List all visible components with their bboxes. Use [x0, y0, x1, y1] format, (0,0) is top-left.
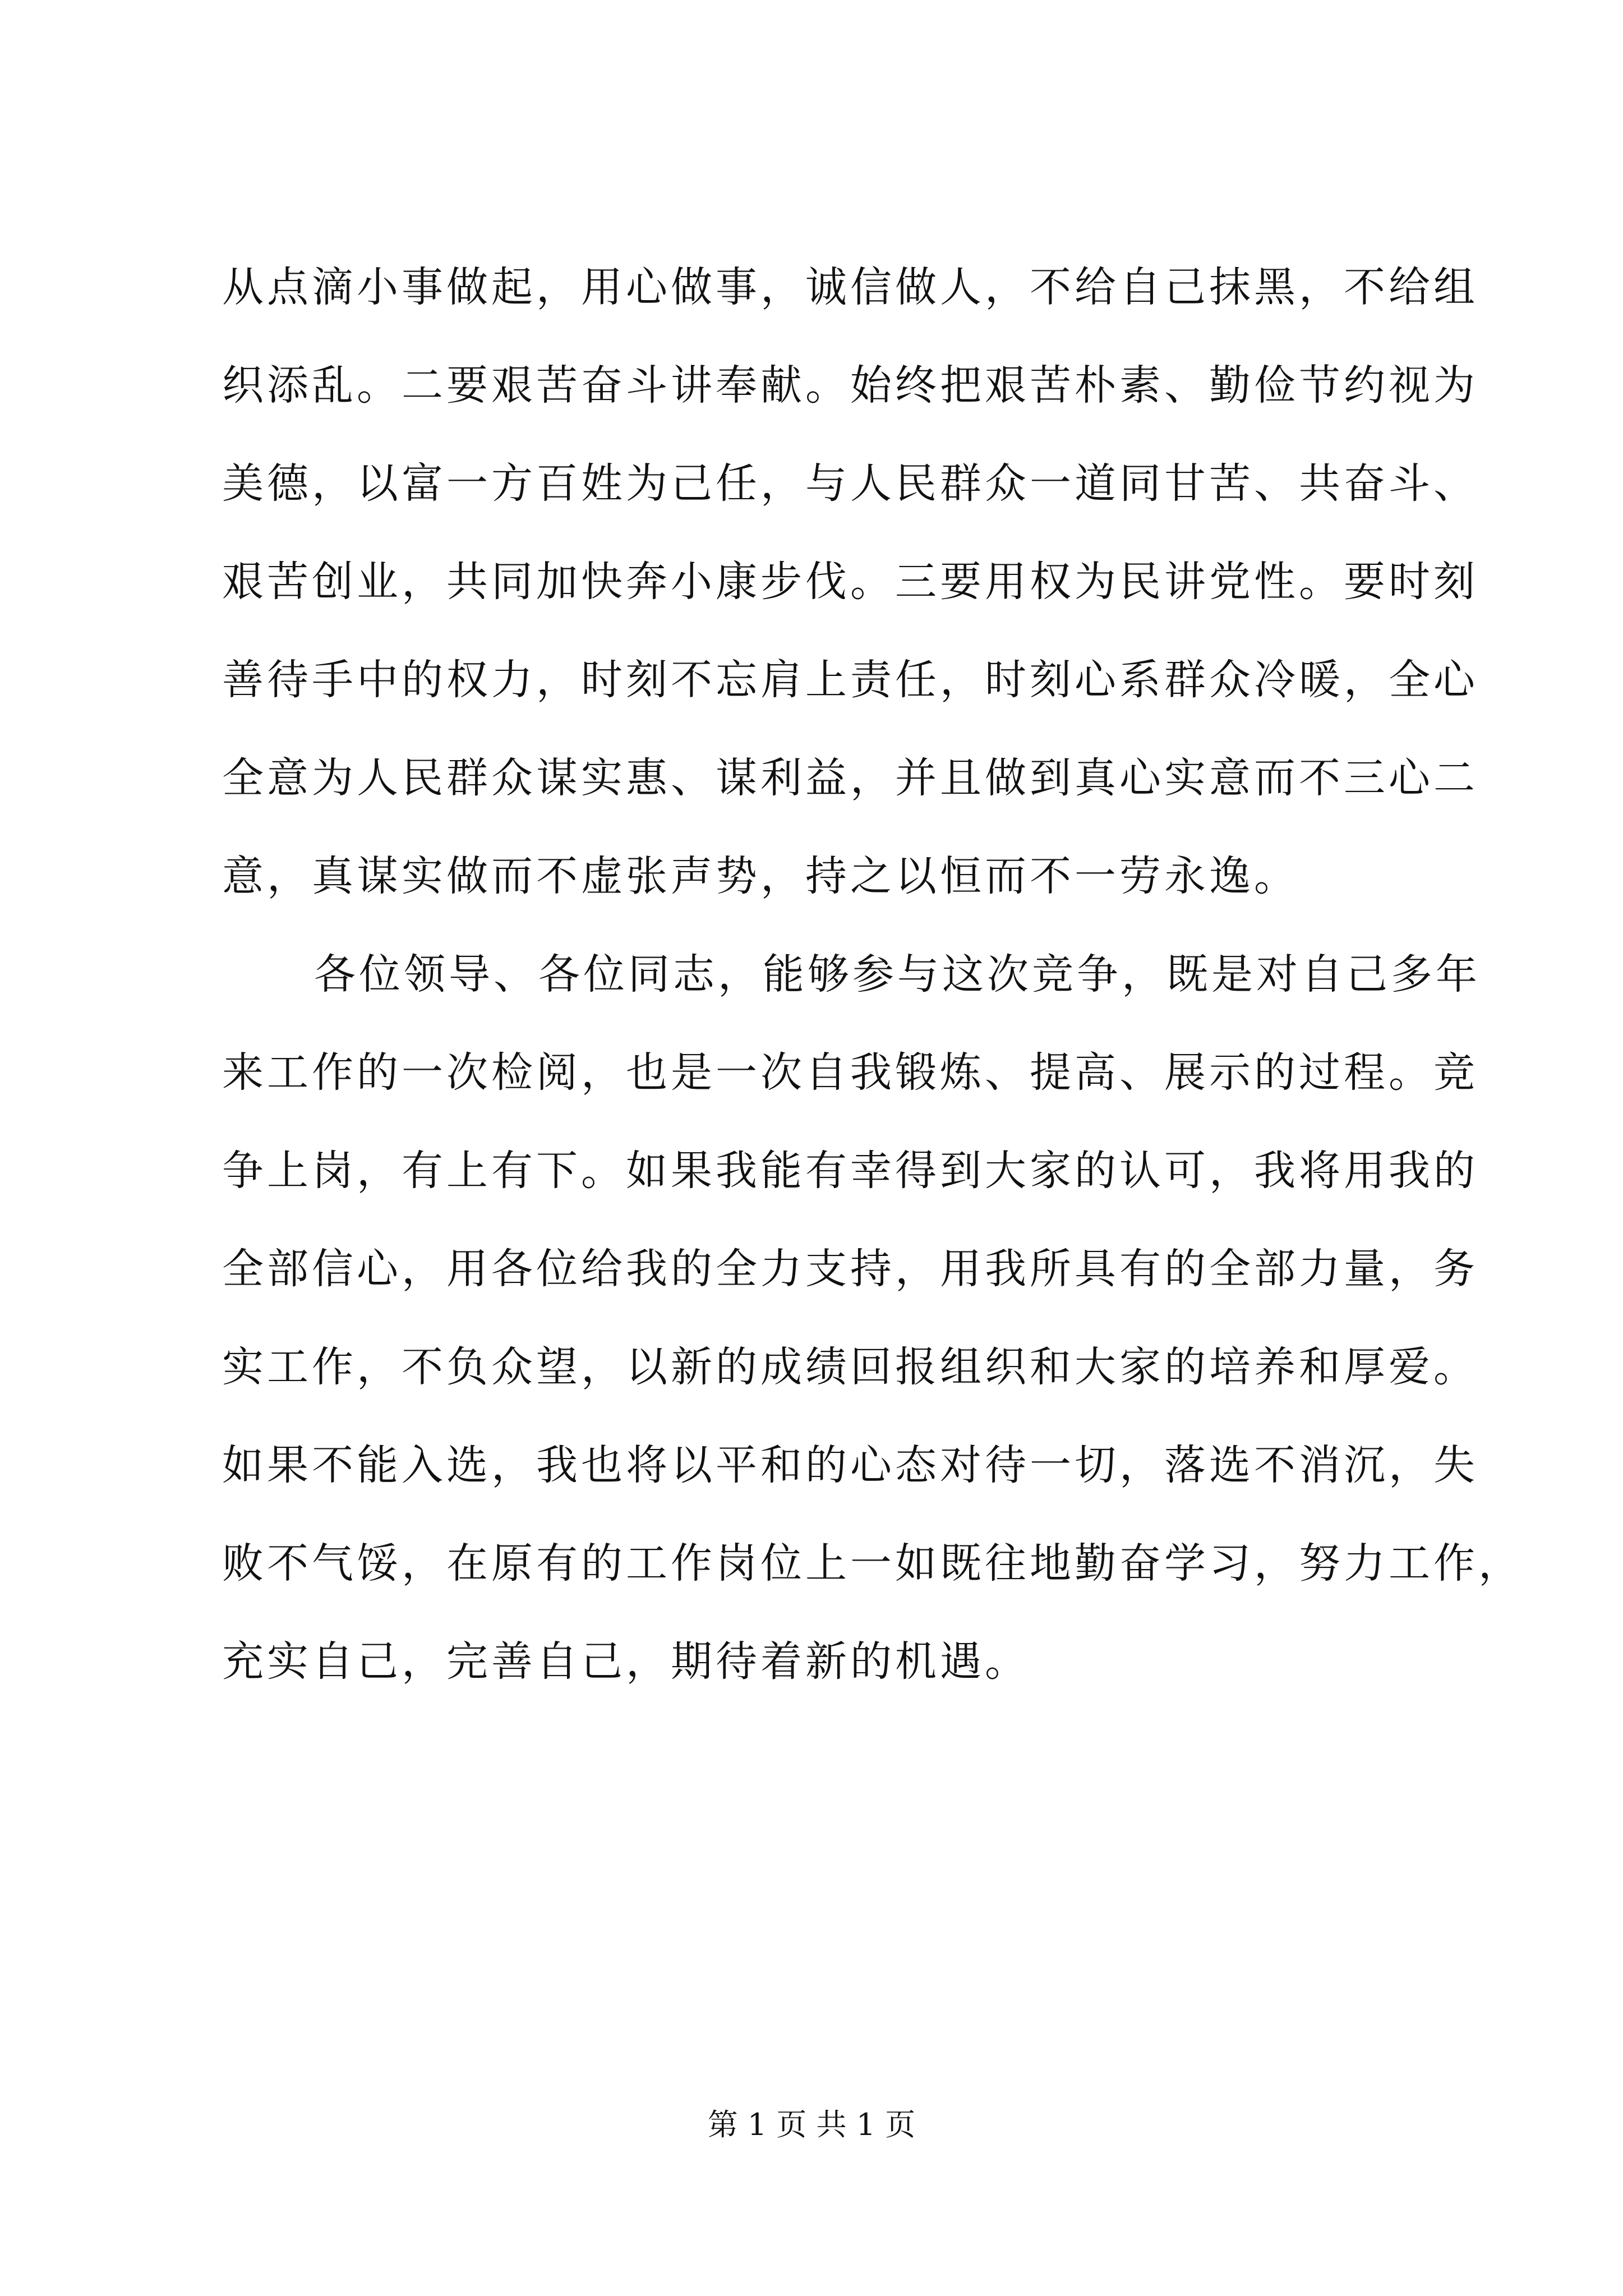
paragraph-1-line: 艰苦创业，共同加快奔小康步伐。三要用权为民讲党性。要时刻	[222, 558, 1478, 606]
paragraph-1-line: 织添乱。二要艰苦奋斗讲奉献。始终把艰苦朴素、勤俭节约视为	[222, 361, 1478, 409]
paragraph-2-line: 实工作，不负众望，以新的成绩回报组织和大家的培养和厚爱。	[222, 1343, 1478, 1391]
page-footer	[0, 2102, 1623, 2147]
paragraph-2-line: 各位领导、各位同志，能够参与这次竞争，既是对自己多年	[314, 950, 1481, 999]
paragraph-2-line: 如果不能入选，我也将以平和的心态对待一切，落选不消沉，失	[222, 1441, 1478, 1489]
paragraph-2-line: 充实自己，完善自己，期待着新的机遇。	[222, 1637, 1030, 1686]
paragraph-2-line: 来工作的一次检阅，也是一次自我锻炼、提高、展示的过程。竞	[222, 1048, 1478, 1097]
paragraph-2-line: 全部信心，用各位给我的全力支持，用我所具有的全部力量，务	[222, 1245, 1478, 1293]
paragraph-2-line: 争上岗，有上有下。如果我能有幸得到大家的认可，我将用我的	[222, 1147, 1478, 1195]
paragraph-1-line: 美德，以富一方百姓为己任，与人民群众一道同甘苦、共奋斗、	[222, 459, 1478, 508]
paragraph-1-line: 全意为人民群众谋实惠、谋利益，并且做到真心实意而不三心二	[222, 754, 1478, 802]
paragraph-1-line: 意，真谋实做而不虚张声势，持之以恒而不一劳永逸。	[222, 852, 1299, 900]
paragraph-1-line: 善待手中的权力，时刻不忘肩上责任，时刻心系群众冷暖，全心	[222, 656, 1478, 704]
paragraph-1-line: 从点滴小事做起，用心做事，诚信做人，不给自己抹黑，不给组	[222, 263, 1478, 311]
page-number-label: 第 1 页 共 1 页	[707, 2107, 916, 2142]
paragraph-2-line: 败不气馁，在原有的工作岗位上一如既往地勤奋学习，努力工作，	[222, 1539, 1523, 1588]
